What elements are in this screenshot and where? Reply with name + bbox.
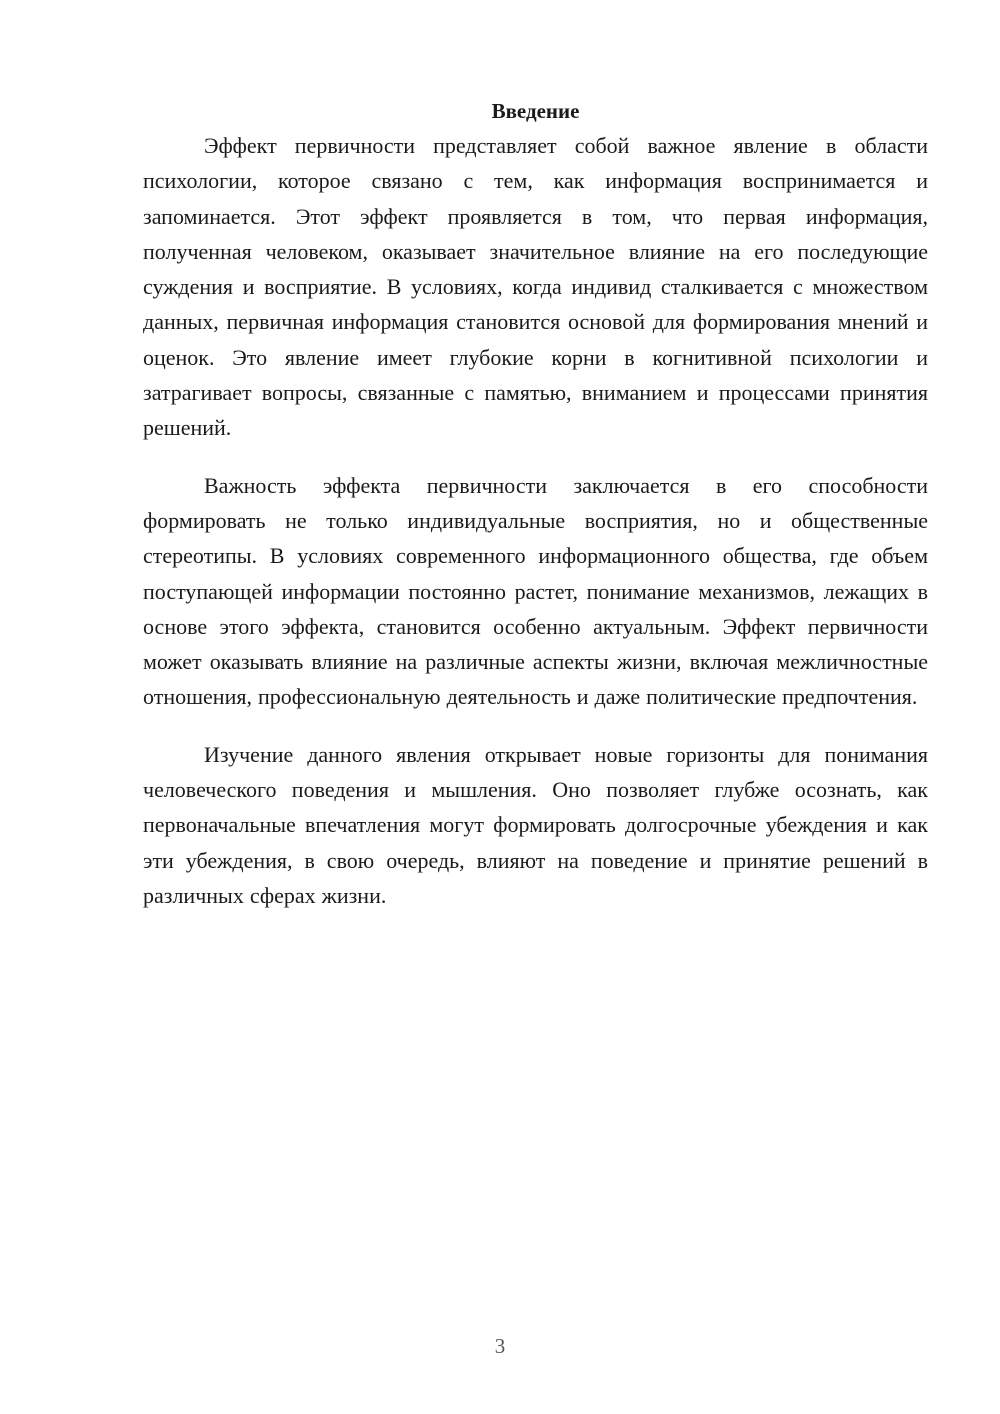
paragraph-2: Важность эффекта первичности заключается в его способности формировать не только индивидуальные восприятия, но и общественные стереотипы. В условиях современного информационного общества, где объем поступающей информации постоянно растет, понимание механизмов, лежащих в основе этого эффекта, становится особенно актуальным. Эффект первичности может оказывать влияние на различные аспекты жизни, включая межличностные отношения, профессиональную деятельность и даже политические предпочтения. [143, 472, 928, 710]
paragraph-3: Изучение данного явления открывает новые горизонты для понимания человеческого поведения и мышления. Оно позволяет глубже осознать, как первоначальные впечатления могут формировать долгосрочные убеждения и как эти убеждения, в свою очередь, влияют на поведение и принятие решений в различных сферах жизни. [143, 741, 928, 908]
paragraph-1: Эффект первичности представляет собой важное явление в области психологии, которое связано с тем, как информация воспринимается и запоминается. Этот эффект проявляется в том, что первая информация, полученная человеком, оказывает значительное влияние на его последующие суждения и восприятие. В условиях, когда индивид сталкивается с множеством данных, первичная информация становится основой для формирования мнений и оценок. Это явление имеет глубокие корни в когнитивной психологии и затрагивает вопросы, связанные с памятью, вниманием и процессами принятия решений. [143, 133, 928, 441]
section-heading: Введение [491, 99, 580, 123]
page-content [143, 96, 928, 935]
page-number: 3 [494, 1334, 506, 1358]
